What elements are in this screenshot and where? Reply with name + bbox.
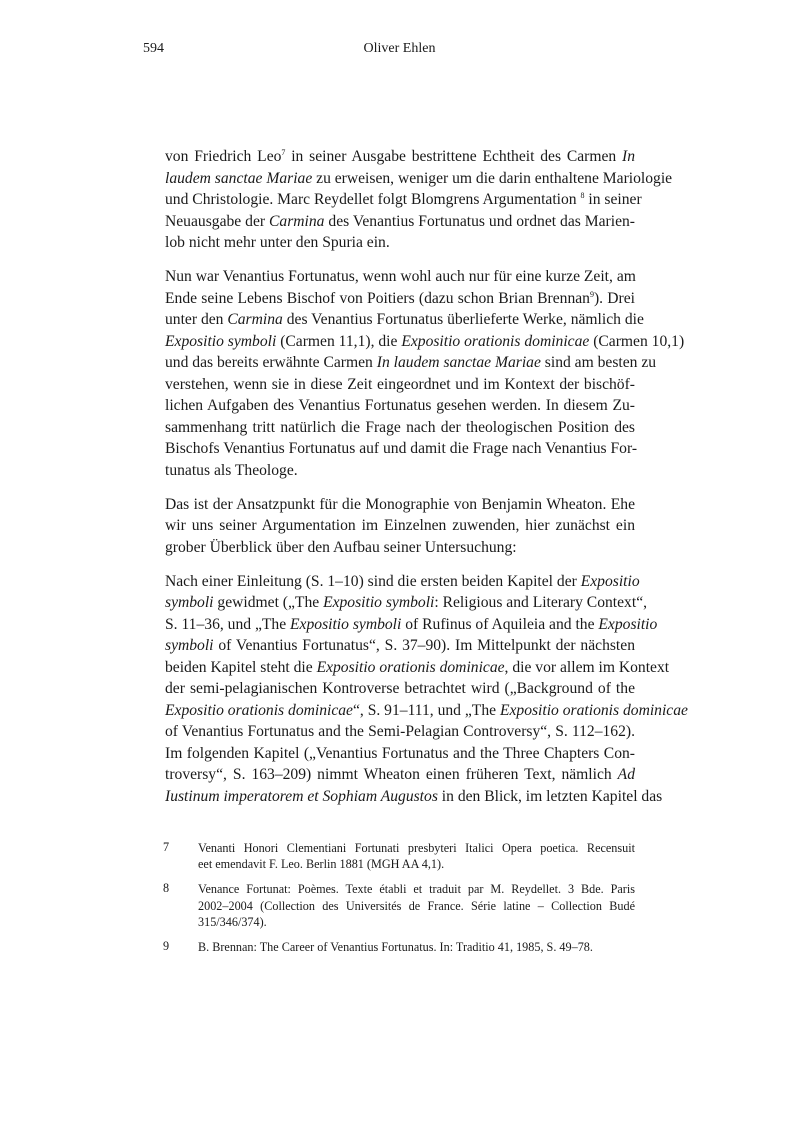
text-run: und das bereits erwähnte Carmen <box>165 354 377 371</box>
text-run: 315/346/374). <box>198 914 267 929</box>
footnote-ref: 7 <box>281 148 286 157</box>
text-run: eet emendavit F. Leo. Berlin 1881 (MGH AA 4,1). <box>198 857 445 872</box>
text-run: von Friedrich Leo <box>165 148 282 165</box>
text-run: of Rufinus of Aquileia and the <box>401 615 599 633</box>
italic-text: Expositio symboli <box>290 615 402 633</box>
text-line <box>165 352 657 374</box>
italic-text: symboli <box>165 637 214 654</box>
italic-text: Expositio orationis dominicae <box>499 701 688 719</box>
text-run: wir uns seiner Argumentation im Einzelnen zuwenden, hier zunächst ein <box>165 517 635 534</box>
text-run: zu erweisen, weniger um die darin enthaltene Mariologie <box>312 169 673 187</box>
text-line <box>198 939 635 955</box>
text-line <box>165 168 673 190</box>
text-line <box>198 914 635 930</box>
paragraph <box>165 494 635 559</box>
italic-text: Ad <box>617 766 635 783</box>
text-line <box>165 614 658 636</box>
body-text <box>165 146 688 820</box>
text-run: Nach einer Einleitung (S. 1–10) sind die ersten beiden Kapitel der <box>165 572 581 590</box>
text-line <box>165 721 635 743</box>
text-line <box>165 571 640 593</box>
text-line <box>165 417 635 439</box>
footnote-ref: 8 <box>580 191 585 200</box>
text-line <box>198 898 635 914</box>
running-head: Oliver Ehlen <box>363 41 436 56</box>
footnote-number: 8 <box>163 881 170 896</box>
text-line <box>165 700 688 722</box>
text-run: sammenhang tritt natürlich die Frage nach der theologischen Position des <box>165 418 635 436</box>
text-run: Nun war Venantius Fortunatus, wenn wohl auch nur für eine kurze Zeit, am <box>165 268 636 285</box>
text-run: sind am besten zu <box>540 354 657 371</box>
text-run: Venanti Honori Clementiani Fortunati presbyteri Italici Opera poetica. Recensuit <box>198 841 635 855</box>
text-line <box>165 146 635 168</box>
text-run: : Religious and Literary Context“, <box>434 594 648 611</box>
paragraph <box>165 146 673 254</box>
text-run: , die vor allem im Kontext <box>504 658 670 676</box>
footnote-number: 9 <box>163 938 170 953</box>
text-run: des Venantius Fortunatus überlieferte Werke, nämlich die <box>282 311 644 328</box>
text-line <box>198 840 635 856</box>
text-run: Bischofs Venantius Fortunatus auf und damit die Frage nach Venantius For- <box>165 440 638 457</box>
text-run: grober Überblick über den Aufbau seiner Untersuchung: <box>165 538 517 556</box>
text-run: unter den <box>165 311 228 328</box>
text-run: Venance Fortunat: Poèmes. Texte établi et traduit par M. Reydellet. 3 Bde. Paris <box>198 882 635 897</box>
italic-text: symboli <box>165 594 214 611</box>
paragraph <box>165 571 688 808</box>
text-line <box>165 395 635 417</box>
text-line <box>198 881 635 897</box>
text-line <box>165 460 635 482</box>
text-line <box>165 331 685 353</box>
footnotes <box>163 840 635 964</box>
text-line <box>165 189 642 211</box>
text-line <box>165 374 635 396</box>
text-run: B. Brennan: The Career of Venantius Fortunatus. In: Traditio 41, 1985, S. 49–78. <box>198 939 593 954</box>
text-line <box>165 211 635 233</box>
text-run: Neuausgabe der <box>165 212 269 230</box>
italic-text: Iustinum imperatorem et Sophiam Augustos <box>165 787 438 805</box>
text-line <box>165 494 635 516</box>
footnote <box>163 939 635 955</box>
text-line <box>165 635 635 657</box>
text-line <box>165 764 635 786</box>
text-run: 2002–2004 (Collection des Universités de France. Série latine – Collection Budé <box>198 898 635 913</box>
italic-text: Expositio <box>580 572 640 590</box>
text-run: verstehen, wenn sie in diese Zeit eingeordnet und im Kontext der bischöf- <box>165 375 635 393</box>
italic-text: laudem sanctae Mariae <box>165 169 313 187</box>
italic-text: In laudem sanctae Mariae <box>376 354 541 371</box>
text-run: S. 11–36, und „The <box>165 615 291 633</box>
text-run: ). Drei <box>593 289 635 307</box>
text-line <box>198 856 635 872</box>
text-run: of Venantius Fortunatus“, S. 37–90). Im Mittelpunkt der nächsten <box>213 637 635 654</box>
text-line <box>165 786 663 808</box>
text-run: beiden Kapitel steht die <box>165 658 317 676</box>
text-run: “, S. 91–111, und „The <box>352 701 500 719</box>
text-run: in den Blick, im letzten Kapitel das <box>437 787 663 805</box>
paragraph <box>165 266 685 481</box>
text-run: gewidmet („The <box>213 594 324 611</box>
footnote-number: 7 <box>163 840 170 854</box>
text-run: in seiner <box>584 191 642 208</box>
italic-text: Expositio orationis dominicae <box>165 701 353 719</box>
text-run: lichen Aufgaben des Venantius Fortunatus gesehen werden. In diesem Zu- <box>165 397 635 414</box>
text-run: Ende seine Lebens Bischof von Poitiers (dazu schon Brian Brennan <box>165 289 590 307</box>
italic-text: Expositio symboli <box>323 594 435 611</box>
text-run: der semi-pelagianischen Kontroverse betrachtet wird („Background of the <box>165 680 635 697</box>
text-run: und Christologie. Marc Reydellet folgt Blomgrens Argumentation <box>165 191 581 208</box>
page-number: 594 <box>143 41 164 56</box>
text-run: troversy“, S. 163–209) nimmt Wheaton einen früheren Text, nämlich <box>165 766 618 783</box>
footnote <box>163 840 635 872</box>
text-line <box>165 438 638 460</box>
footnote <box>163 881 635 930</box>
text-run: (Carmen 11,1), die <box>276 332 402 350</box>
text-line <box>165 232 635 254</box>
italic-text: Expositio <box>598 615 658 633</box>
text-line <box>165 657 670 679</box>
text-run: (Carmen 10,1) <box>589 332 685 350</box>
text-line <box>165 678 635 700</box>
text-run: lob nicht mehr unter den Spuria ein. <box>165 234 390 251</box>
text-run: des Venantius Fortunatus und ordnet das Marien- <box>324 212 635 230</box>
text-line <box>165 515 635 537</box>
italic-text: Expositio symboli <box>165 332 277 350</box>
text-run: Das ist der Ansatzpunkt für die Monographie von Benjamin Wheaton. Ehe <box>165 495 635 513</box>
text-line <box>165 266 635 288</box>
italic-text: In <box>622 148 636 165</box>
italic-text: Expositio orationis dominicae <box>401 332 590 350</box>
text-run: of Venantius Fortunatus and the Semi-Pelagian Controversy“, S. 112–162). <box>165 723 635 740</box>
text-line <box>165 309 644 331</box>
text-run: in seiner Ausgabe bestrittene Echtheit des Carmen <box>285 148 623 165</box>
text-run: Im folgenden Kapitel („Venantius Fortunatus and the Three Chapters Con- <box>165 744 635 762</box>
text-run: tunatus als Theologe. <box>165 461 298 479</box>
italic-text: Carmina <box>269 212 325 230</box>
text-line <box>165 288 635 310</box>
text-line <box>165 592 648 614</box>
text-line <box>165 537 635 559</box>
text-line <box>165 743 635 765</box>
italic-text: Carmina <box>227 311 283 328</box>
italic-text: Expositio orationis dominicae <box>316 658 505 676</box>
footnote-ref: 9 <box>589 289 594 299</box>
